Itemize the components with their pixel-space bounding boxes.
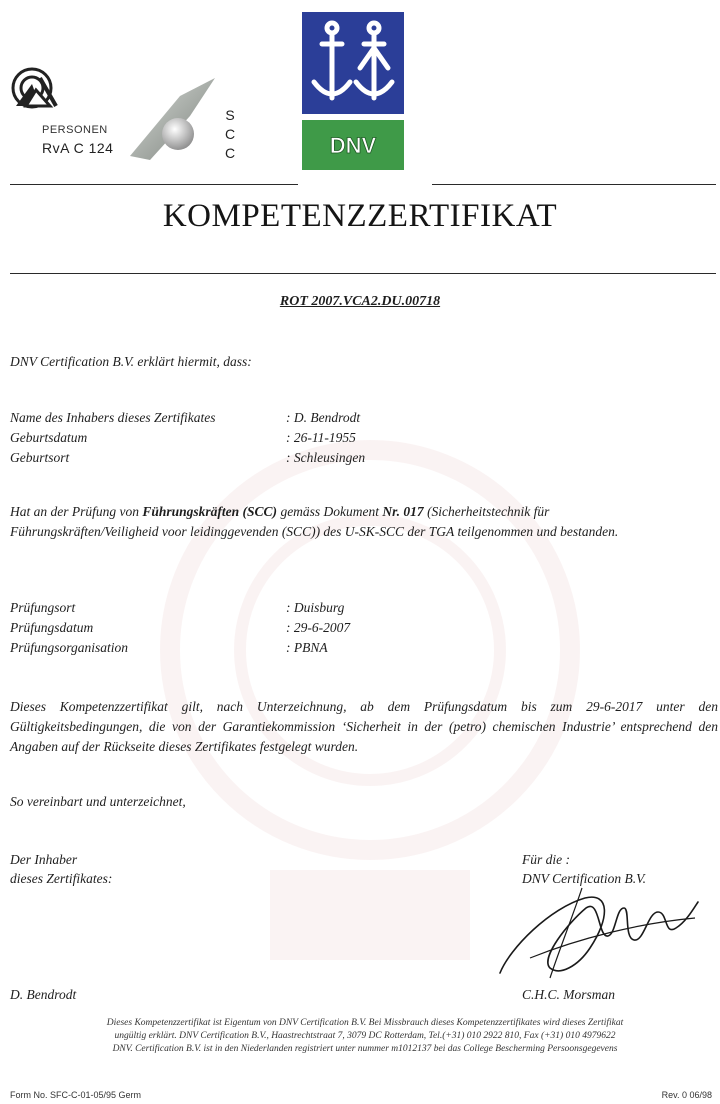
exam-date-label: Prüfungsdatum	[10, 620, 94, 635]
footer-note: Dieses Kompetenzzertifikat ist Eigentum von DNV Certification B.V. Bei Missbrauch dieses Kompetenzzertifikates wird dieses Zertifikat ungültig erklärt. DNV Certification B.V., Haastrechtstraat 7, 3079 DC Rotterdam, Tel.(+31) 010 2922 810, Fax (+31) 010 4979622 DNV. Certification B.V. ist in den Niederlanden registriert unter nummer m1012137 bei das College Bescherming Persoonsgegevens	[106, 1018, 624, 1054]
holder-caption-2: dieses Zertifikates:	[10, 871, 113, 886]
holder-caption-1: Der Inhaber	[10, 852, 78, 867]
document-title: KOMPETENZZERTIFIKAT	[162, 198, 558, 234]
holder-name-value: : D. Bendrodt	[286, 410, 361, 425]
exam-place-value: : Duisburg	[286, 600, 345, 615]
exam-org-value: : PBNA	[286, 640, 328, 655]
exam-paragraph: Hat an der Prüfung von Führungskräften (SCC) gemäss Dokument Nr. 017 (Sicherheitstechnik für Führungskräften/Veiligheid voor leidinggevenden (SCC)) des U-SK-SCC der TGA teilgenommen und bestanden.	[10, 504, 619, 539]
birthplace-label: Geburtsort	[10, 450, 70, 465]
exam-date-value: : 29-6-2007	[286, 620, 351, 635]
validity-paragraph: Dieses Kompetenzzertifikat gilt, nach Unterzeichnung, ab dem Prüfungsdatum bis zum 29-6-2017 unter den Gültigkeitsbedingungen, die von der Garantiekommission ‘Sicherheit in der (petro) chemischen Industrie’ entsprechend den Angaben auf der Rückseite dieses Zertifikates festgelegt wurden.	[10, 699, 718, 754]
birthdate-label: Geburtsdatum	[10, 430, 88, 445]
issuer-name-signature: C.H.C. Morsman	[522, 987, 616, 1002]
certificate-number: ROT 2007.VCA2.DU.00718	[279, 294, 441, 309]
revision-number: Rev. 0 06/98	[661, 1090, 712, 1100]
dnv-logo-text: DNV	[329, 133, 377, 158]
issuer-caption-1: Für die :	[522, 852, 570, 867]
holder-name-label: Name des Inhabers dieses Zertifikates	[10, 410, 216, 425]
dnv-anchor-emblem	[302, 12, 404, 114]
document-number: Nr. 017	[382, 504, 424, 519]
issuer-caption-2: DNV Certification B.V.	[522, 871, 647, 886]
top-rule-right	[432, 184, 716, 185]
scc-letters: S C C	[224, 107, 236, 161]
exam-org-label: Prüfungsorganisation	[10, 640, 129, 655]
birthplace-value: : Schleusingen	[286, 450, 366, 465]
dnv-logo	[302, 120, 404, 170]
form-number: Form No. SFC-C-01-05/95 Germ	[10, 1090, 142, 1100]
agreement-line: So vereinbart und unterzeichnet,	[10, 794, 186, 809]
top-rule-left	[10, 184, 298, 185]
birthdate-value: : 26-11-1955	[286, 430, 356, 445]
title-bottom-rule	[10, 273, 716, 274]
intro-statement: DNV Certification B.V. erklärt hiermit, dass:	[10, 354, 252, 369]
handwritten-signature	[490, 878, 700, 988]
rva-text-personen: PERSONEN	[42, 124, 108, 136]
exam-place-label: Prüfungsort	[10, 600, 76, 615]
exam-role: Führungskräften (SCC)	[142, 504, 278, 519]
holder-name-signature: D. Bendrodt	[10, 987, 77, 1002]
rva-text-code: RvA C 124	[42, 140, 114, 156]
